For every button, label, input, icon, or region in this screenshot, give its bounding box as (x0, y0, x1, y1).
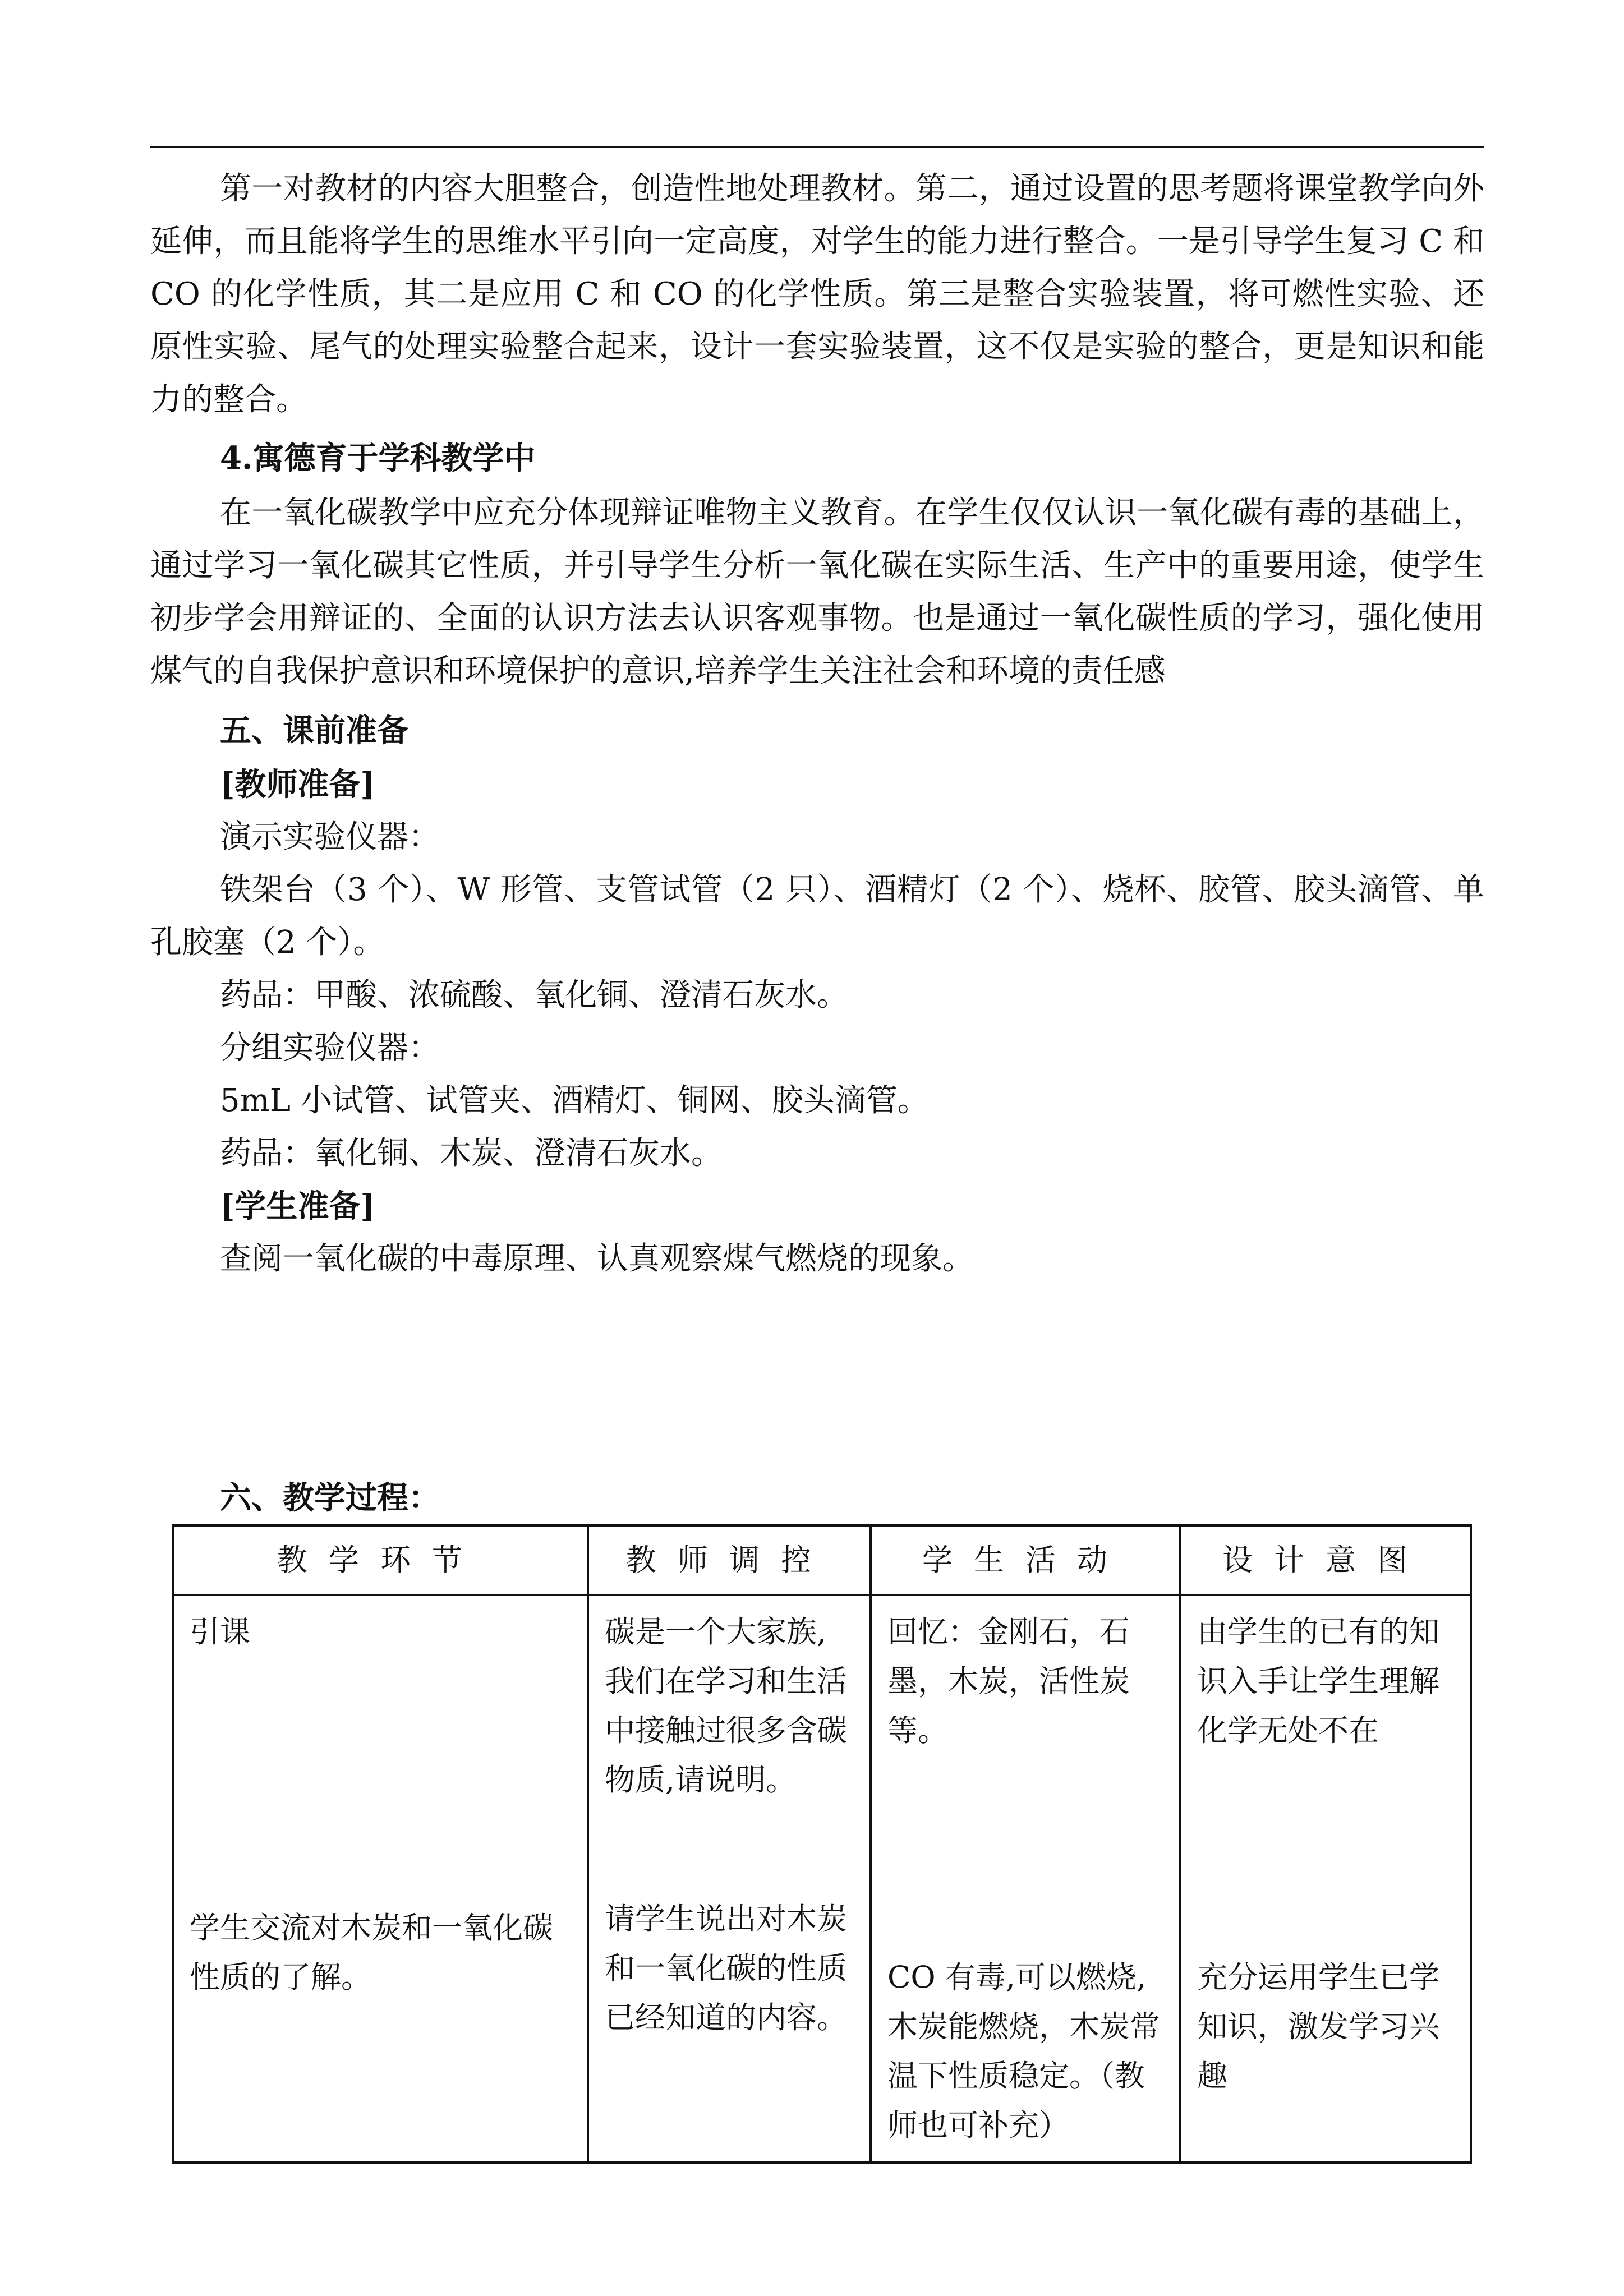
group-reagents: 药品：氧化铜、木炭、澄清石灰水。 (220, 1135, 723, 1172)
header-rule (150, 146, 1484, 148)
student-prep-heading: [学生准备] (220, 1188, 375, 1225)
teaching-process-table (172, 1524, 1472, 2164)
section-4-heading: 4.寓德育于学科教学中 (220, 440, 536, 477)
design-intent-b: 充分运用学生已学知识，激发学习兴趣 (1197, 1960, 1439, 2094)
group-equipment-list: 5mL 小试管、试管夹、酒精灯、铜网、胶头滴管。 (220, 1082, 929, 1119)
table-header-row (173, 1525, 1471, 1595)
group-equipment-label: 分组实验仪器： (220, 1030, 440, 1066)
paragraph-text: 在一氧化碳教学中应充分体现辩证唯物主义教育。在学生仅仅认识一氧化碳有毒的基础上，通过学习一氧化碳其它性质，并引导学生分析一氧化碳在实际生活、生产中的重要用途，使学生初步学会用辩证的、全面的认识方法去认识客观事物。也是通过一氧化碳性质的学习，强化使用煤气的自我保护意识和环境保护的意识,培养学生关注社会和环境的责任感 (150, 495, 1484, 689)
section-5-heading: 五、课前准备 (220, 712, 408, 749)
section-5-body (150, 758, 1484, 1285)
demo-reagents: 药品：甲酸、浓硫酸、氧化铜、澄清石灰水。 (220, 977, 848, 1013)
student-activity-a: 回忆：金刚石，石墨，木炭，活性炭等。 (887, 1614, 1130, 1748)
header-teaching-stage: 教学环节 (173, 1525, 588, 1595)
header-teacher-control: 教师调控 (588, 1525, 871, 1595)
teacher-prep-heading: [教师准备] (220, 766, 375, 803)
student-prep-task: 查阅一氧化碳的中毒原理、认真观察煤气燃烧的现象。 (220, 1241, 974, 1277)
teacher-control-b: 请学生说出对木炭和一氧化碳的性质已经知道的内容。 (605, 1901, 847, 2035)
demo-equipment-label: 演示实验仪器： (220, 819, 440, 855)
design-intent-a: 由学生的已有的知识入手让学生理解化学无处不在 (1197, 1614, 1439, 1748)
cell-teacher-control (588, 1595, 871, 2163)
cell-teaching-stage (173, 1595, 588, 2163)
paragraph-moral-education (150, 487, 1484, 698)
teacher-control-a: 碳是一个大家族,我们在学习和生活中接触过很多含碳物质,请说明。 (605, 1614, 847, 1797)
header-student-activity: 学生活动 (871, 1525, 1180, 1595)
cell-student-activity (871, 1595, 1180, 2163)
header-design-intent: 设计意图 (1180, 1525, 1471, 1595)
table-row (173, 1595, 1471, 2163)
cell-design-intent (1180, 1595, 1471, 2163)
section-4-heading-block (150, 432, 1484, 485)
paragraph-integration (150, 163, 1484, 426)
student-activity-b: CO 有毒,可以燃烧,木炭能燃烧，木炭常温下性质稳定。（教师也可补充） (887, 1960, 1160, 2143)
stage-discussion: 学生交流对木炭和一氧化碳性质的了解。 (190, 1910, 553, 1995)
demo-equipment-list: 铁架台（3 个）、W 形管、支管试管（2 只）、酒精灯（2 个）、烧杯、胶管、胶头滴管、单孔胶塞（2 个）。 (150, 872, 1484, 961)
section-5-heading-block (150, 704, 1484, 757)
section-6-heading: 六、教学过程： (220, 1479, 440, 1516)
stage-intro: 引课 (190, 1614, 250, 1649)
paragraph-text: 第一对教材的内容大胆整合，创造性地处理教材。第二，通过设置的思考题将课堂教学向外延伸，而且能将学生的思维水平引向一定高度，对学生的能力进行整合。一是引导学生复习 C 和 CO 的化学性质，其二是应用 C 和 CO 的化学性质。第三是整合实验装置，将可燃性实验、还原性实验、尾气的处理实验整合起来，设计一套实验装置，这不仅是实验的整合，更是知识和能力的整合。 (150, 170, 1484, 418)
